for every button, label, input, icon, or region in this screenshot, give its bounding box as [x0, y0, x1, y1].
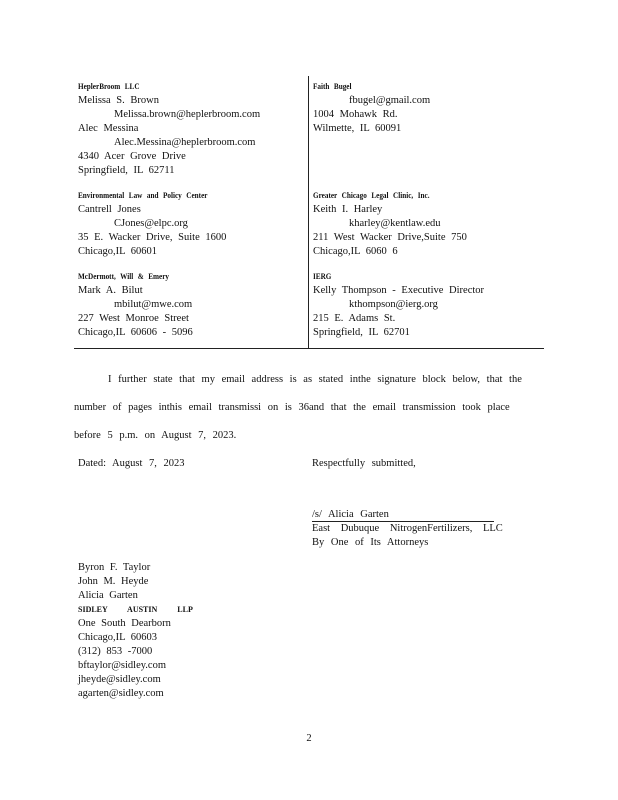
contact-name: Alec Messina — [78, 123, 139, 134]
attorney-email: jheyde@sidley.com — [78, 674, 161, 685]
column-divider — [308, 76, 309, 348]
city-state-zip: Chicago,IL 60601 — [78, 246, 158, 257]
contact-email: Melissa.brown@heplerbroom.com — [114, 109, 261, 120]
firm-phone: (312) 853 -7000 — [78, 646, 153, 657]
street-address: 227 West Monroe Street — [78, 313, 189, 324]
firm-name: Greater Chicago Legal Clinic, Inc. — [313, 191, 430, 200]
contact-email: CJones@elpc.org — [114, 218, 188, 229]
city-state-zip: Chicago,IL 60606 - 5096 — [78, 327, 193, 338]
contact-name: Mark A. Bilut — [78, 285, 143, 296]
certification-line-2: number of pages inthis email transmissi on is 36and that the email transmission took place — [74, 402, 510, 413]
street-address: 211 West Wacker Drive,Suite 750 — [313, 232, 467, 243]
street-address: 215 E. Adams St. — [313, 313, 396, 324]
firm-name: Faith Bugel — [313, 82, 352, 91]
firm-name: Environmental Law and Policy Center — [78, 191, 208, 200]
attorney-email: agarten@sidley.com — [78, 688, 164, 699]
attorney-name: Alicia Garten — [78, 590, 138, 601]
service-entry-heplerbroom — [78, 80, 260, 178]
respectfully-submitted: Respectfully submitted, — [312, 458, 416, 469]
dated-line: Dated: August 7, 2023 — [78, 458, 185, 469]
street-address: 1004 Mohawk Rd. — [313, 109, 398, 120]
city-state-zip: Chicago,IL 6060 6 — [313, 246, 398, 257]
street-address: 35 E. Wacker Drive, Suite 1600 — [78, 232, 227, 243]
firm-name: HeplerBroom LLC — [78, 82, 140, 91]
attorney-block — [78, 561, 193, 701]
attorney-name: Byron F. Taylor — [78, 562, 151, 573]
city-state-zip: Wilmette, IL 60091 — [313, 123, 402, 134]
contact-name: Kelly Thompson - Executive Director — [313, 285, 485, 296]
attorney-email: bftaylor@sidley.com — [78, 660, 167, 671]
contact-email: Alec.Messina@heplerbroom.com — [114, 137, 256, 148]
service-list-table — [74, 76, 544, 349]
electronic-signature: /s/ Alicia Garten — [312, 509, 389, 520]
attorney-firm: SIDLEY AUSTIN LLP — [78, 605, 193, 614]
attorney-name: John M. Heyde — [78, 576, 149, 587]
firm-name: IERG — [313, 272, 332, 281]
firm-street: One South Dearborn — [78, 618, 171, 629]
page-number: 2 — [306, 733, 312, 744]
certification-line-3: before 5 p.m. on August 7, 2023. — [74, 430, 237, 441]
client-name: East Dubuque NitrogenFertilizers, LLC — [312, 523, 503, 534]
service-entry-mcdermott — [78, 270, 193, 340]
service-entry-bugel — [313, 80, 430, 136]
contact-name: Keith I. Harley — [313, 204, 383, 215]
by-attorneys: By One of Its Attorneys — [312, 537, 429, 548]
firm-name: McDermott, Will & Emery — [78, 272, 170, 281]
contact-name: Melissa S. Brown — [78, 95, 159, 106]
contact-email: fbugel@gmail.com — [349, 95, 431, 106]
contact-email: kthompson@ierg.org — [349, 299, 438, 310]
street-address: 4340 Acer Grove Drive — [78, 151, 186, 162]
certification-line-1: I further state that my email address is as stated inthe signature block below, that the — [108, 374, 522, 385]
firm-city: Chicago,IL 60603 — [78, 632, 158, 643]
city-state-zip: Springfield, IL 62701 — [313, 327, 410, 338]
contact-email: kharley@kentlaw.edu — [349, 218, 441, 229]
service-entry-gclc — [313, 189, 467, 259]
contact-name: Cantrell Jones — [78, 204, 141, 215]
contact-email: mbilut@mwe.com — [114, 299, 193, 310]
city-state-zip: Springfield, IL 62711 — [78, 165, 175, 176]
service-entry-ierg — [313, 270, 484, 340]
service-entry-elpc — [78, 189, 226, 259]
